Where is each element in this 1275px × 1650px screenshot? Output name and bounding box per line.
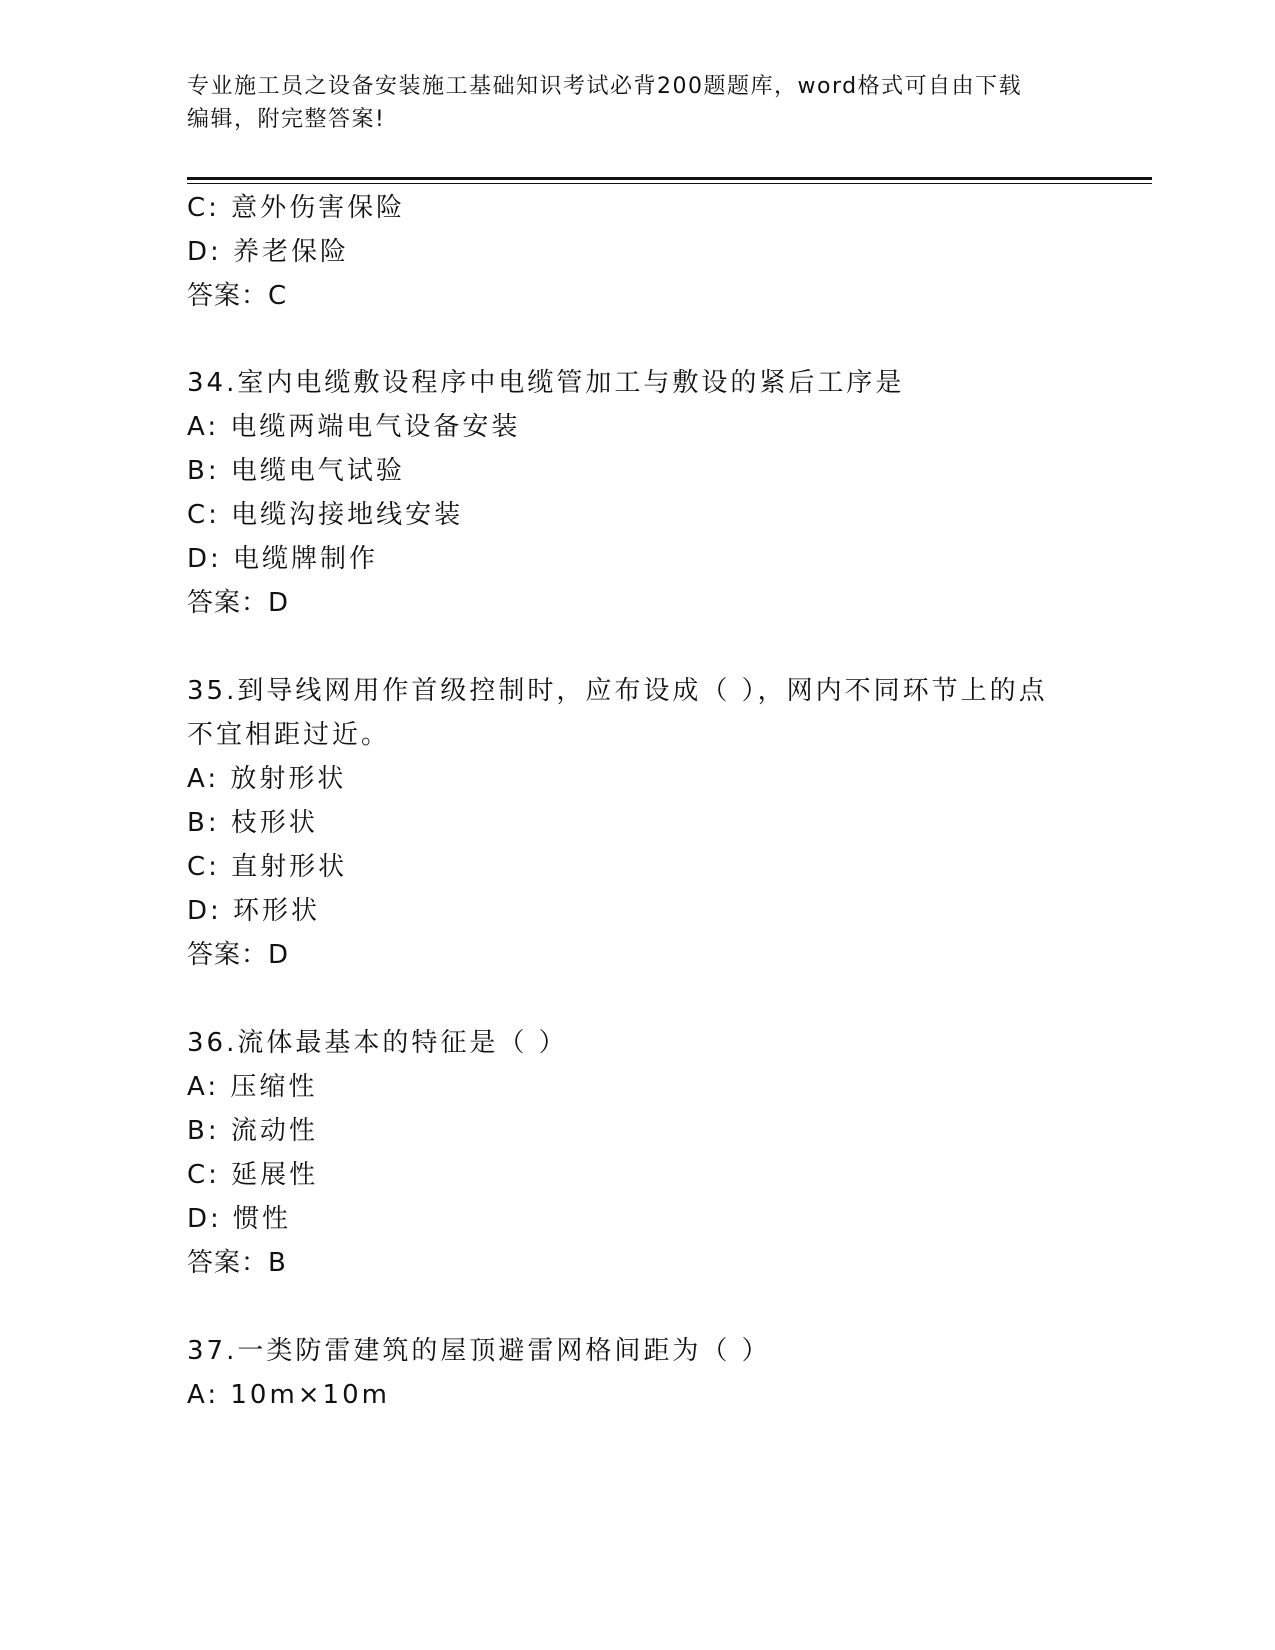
question-36-option-b: B: 流动性 xyxy=(187,1116,318,1146)
prev-answer: 答案：C xyxy=(187,281,288,311)
header-divider-thin xyxy=(187,183,1152,184)
header-title-line-1: 专业施工员之设备安装施工基础知识考试必背200题题库，word格式可自由下载 xyxy=(187,74,1023,99)
question-35-stem-line-2: 不宜相距过近。 xyxy=(187,720,391,750)
question-37-option-a: A: 10m×10m xyxy=(187,1380,390,1410)
prev-option-c: C: 意外伤害保险 xyxy=(187,193,406,223)
question-36-option-a: A: 压缩性 xyxy=(187,1072,318,1102)
question-35-option-b: B: 枝形状 xyxy=(187,808,318,838)
question-34-stem: 34.室内电缆敷设程序中电缆管加工与敷设的紧后工序是 xyxy=(187,368,905,398)
question-35-stem-line-1: 35.到导线网用作首级控制时，应布设成（ ），网内不同环节上的点 xyxy=(187,676,1048,706)
question-35-option-d: D: 环形状 xyxy=(187,896,321,926)
question-34-option-d: D: 电缆牌制作 xyxy=(187,544,379,574)
question-36-answer: 答案：B xyxy=(187,1248,287,1278)
question-36-option-c: C: 延展性 xyxy=(187,1160,319,1190)
document-header xyxy=(187,70,1067,136)
prev-option-d: D: 养老保险 xyxy=(187,237,350,267)
question-36-stem: 36.流体最基本的特征是（ ） xyxy=(187,1028,568,1058)
question-34-option-c: C: 电缆沟接地线安装 xyxy=(187,500,464,530)
question-34-option-b: B: 电缆电气试验 xyxy=(187,456,405,486)
question-34-answer: 答案：D xyxy=(187,588,290,618)
question-36-option-d: D: 惯性 xyxy=(187,1204,292,1234)
question-35-option-c: C: 直射形状 xyxy=(187,852,348,882)
header-divider-thick xyxy=(187,177,1152,180)
question-34-option-a: A: 电缆两端电气设备安装 xyxy=(187,412,521,442)
question-37-stem: 37.一类防雷建筑的屋顶避雷网格间距为（ ） xyxy=(187,1336,771,1366)
header-title-line-2: 编辑，附完整答案! xyxy=(187,107,386,132)
question-35-option-a: A: 放射形状 xyxy=(187,764,347,794)
question-35-answer: 答案：D xyxy=(187,940,290,970)
